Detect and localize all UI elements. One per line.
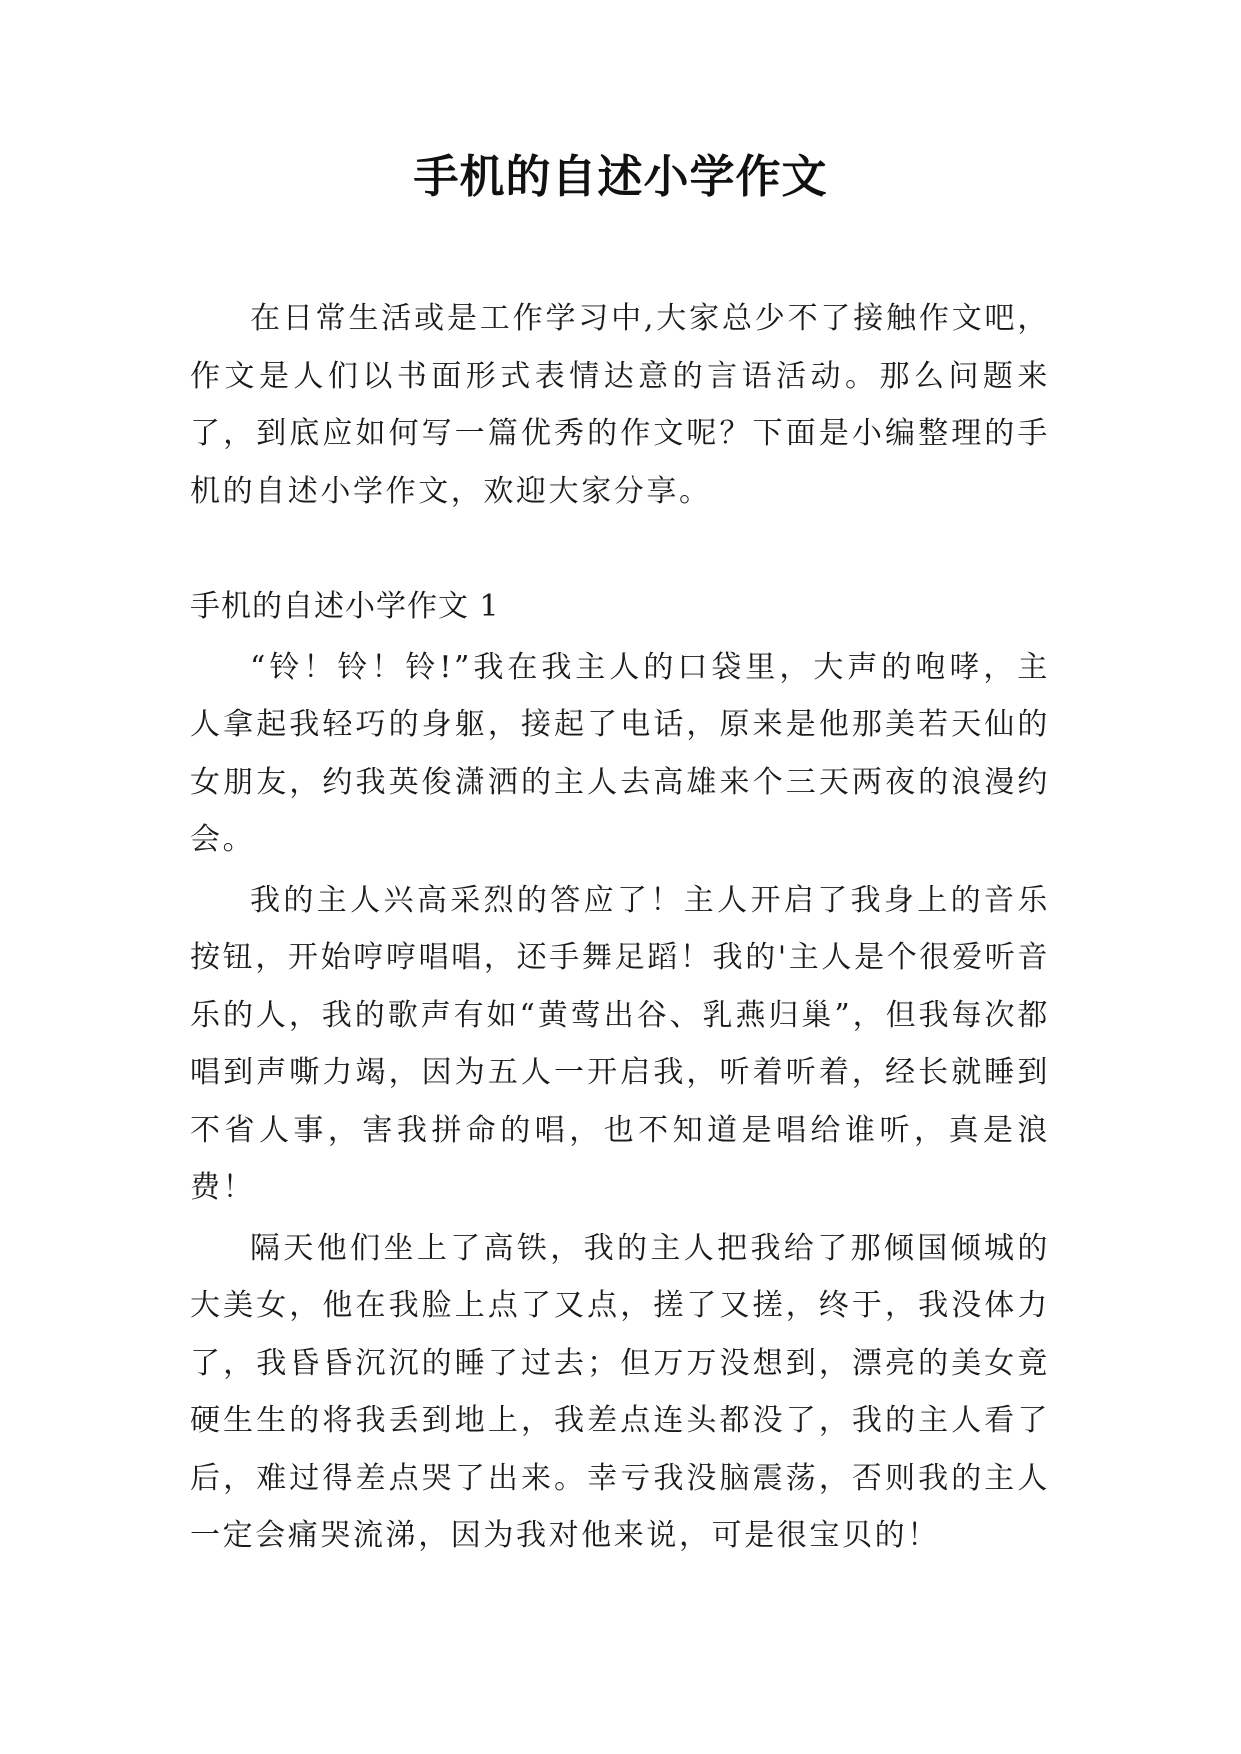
body-paragraph-3: 隔天他们坐上了高铁，我的主人把我给了那倾国倾城的大美女，他在我脸上点了又点，搓了又搓，终于，我没体力了，我昏昏沉沉的睡了过去；但万万没想到，漂亮的美女竟硬生生的将我丢到地上，我差点连头都没了，我的主人看了后，难过得差点哭了出来。幸亏我没脑震荡，否则我的主人一定会痛哭流涕，因为我对他来说，可是很宝贝的！ bbox=[190, 1230, 1050, 1553]
body-paragraph-1: “铃！铃！铃!”我在我主人的口袋里，大声的咆哮，主人拿起我轻巧的身躯，接起了电话，原来是他那美若天仙的女朋友，约我英俊潇洒的主人去高雄来个三天两夜的浪漫约会。 bbox=[190, 649, 1050, 857]
section-heading: 手机的自述小学作文 1 bbox=[190, 589, 500, 624]
intro-paragraph: 在日常生活或是工作学习中,大家总少不了接触作文吧，作文是人们以书面形式表情达意的言语活动。那么问题来了，到底应如何写一篇优秀的作文呢？下面是小编整理的手机的自述小学作文，欢迎大家分享。 bbox=[190, 301, 1050, 509]
document-title: 手机的自述小学作文 bbox=[413, 150, 828, 203]
document-body bbox=[190, 290, 1050, 1565]
body-paragraph-2: 我的主人兴高采烈的答应了！主人开启了我身上的音乐按钮，开始哼哼唱唱，还手舞足蹈！我的'主人是个很爱听音乐的人，我的歌声有如“黄莺出谷、乳燕归巢”，但我每次都唱到声嘶力竭，因为五人一开启我，听着听着，经长就睡到不省人事，害我拼命的唱，也不知道是唱给谁听，真是浪费！ bbox=[190, 882, 1050, 1205]
